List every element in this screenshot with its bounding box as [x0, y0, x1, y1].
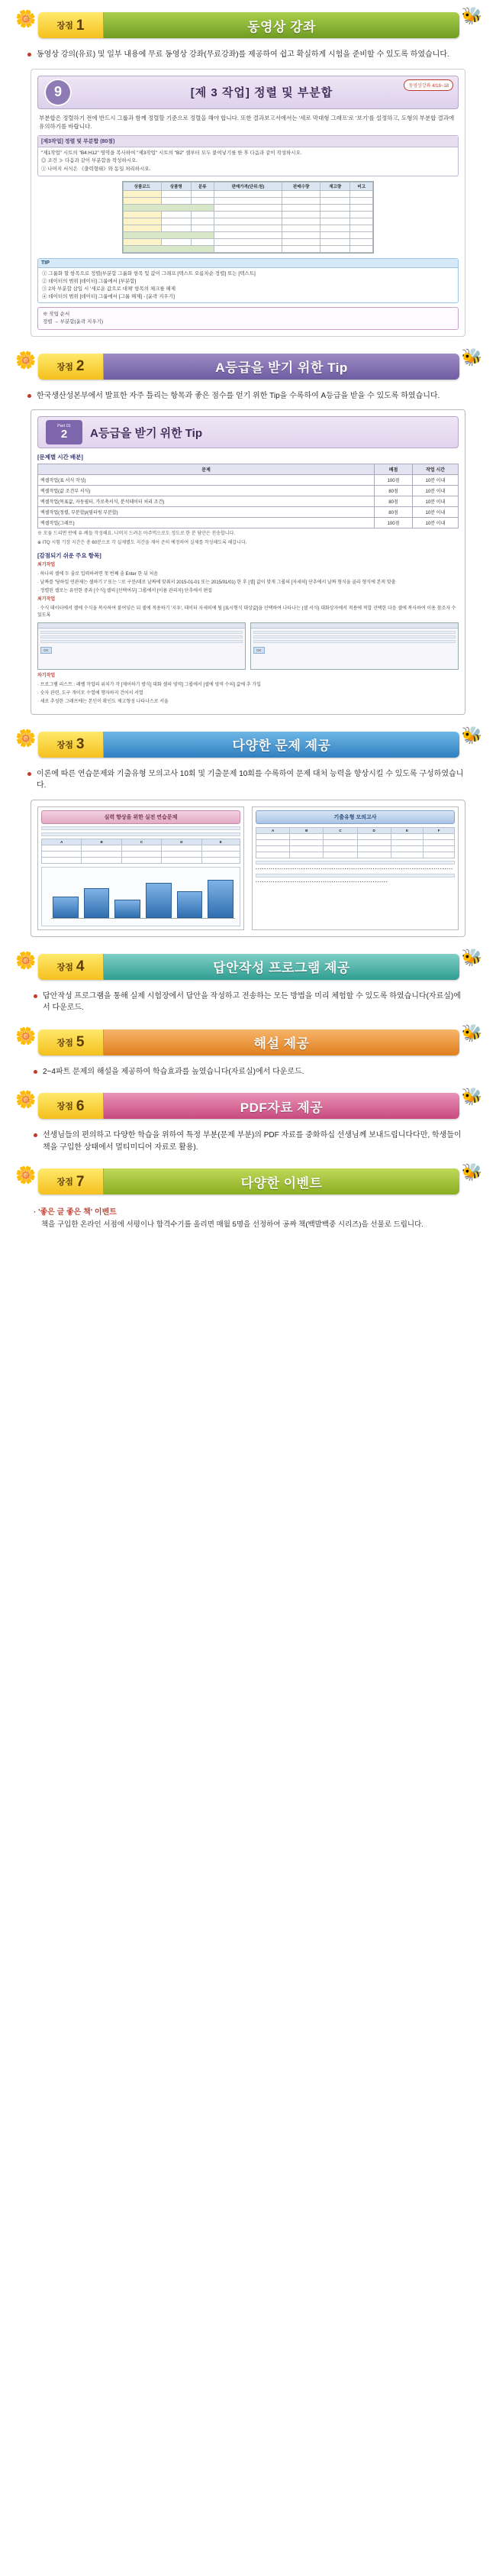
section-5-bullets [34, 1066, 465, 1078]
preview-page-left [37, 806, 244, 930]
chart-bar [114, 900, 140, 918]
section-badge [38, 354, 104, 380]
bug-icon: 🐝 [461, 947, 482, 967]
section-3-preview-card [31, 800, 465, 937]
tip-line: ① 그룹화 할 항목으로 정렬(부분합 그룹화 항목 및 값이 그래프 [텍스트 오름차순 정렬] 또는 [텍스트] [42, 271, 256, 277]
part-badge [46, 420, 82, 444]
cell-task: 엑셀작업(그래프) [38, 518, 375, 528]
section-7-banner [11, 1164, 485, 1199]
chart-bar [177, 891, 203, 917]
task-condition-title: [제3작업] 정렬 및 부분합 (80점) [38, 136, 458, 147]
preview-strip [256, 861, 455, 865]
sub3-line: · 세로 추성한 그래프에는 본인이 확인도 제고형성 나타나스로 서울 [37, 700, 169, 705]
sub1-line: · 정렬된 셀로는 유연한 중과 [수식] 셀의 [선택여부] 그룹에서 [이름 관리자] 단추에서 편집 [37, 589, 213, 594]
chapter-intro: 부분합은 정렬하기 전에 반드시 그룹과 함께 정렬할 기준으로 정렬을 해야 합니다. 또한 결과보고서에서는 '세로 막대형 그래프'로 '보기'를 설정하고, 도형의 부분합 결과에 유의하기를 바랍니다. [39, 114, 455, 130]
cell-time: 10분 이내 [413, 475, 459, 486]
tip-title: TIP [38, 259, 458, 268]
dialog-titlebar [251, 623, 458, 629]
bottom-spacer [0, 1244, 496, 1249]
task-condition-body [38, 147, 458, 176]
cell-task: 엑셀작업(값 조건부 서식) [38, 486, 375, 496]
col-header: 상품코드 [124, 183, 162, 191]
table-row [42, 845, 240, 851]
col-header: 판매수량 [282, 183, 320, 191]
cell-task: 엑셀작업(목표값, 자동필터, 가로축서식, 분석데이터 처리 조건) [38, 496, 375, 507]
table-note-2: ※ ITQ 시험 기장 지간은 총 60분으로 각 실제별도 지간을 재어 준히 예정하여 실제를 작성해도록 해갑니다. [37, 541, 247, 546]
section-badge [38, 12, 104, 38]
spreadsheet-table [123, 182, 373, 253]
section-5-banner [11, 1025, 485, 1060]
section-badge [38, 732, 104, 758]
bullet-text: 동영상 강의(유료) 및 일부 내용에 무료 동영상 강좌(무료강좌)를 제공하여 쉽고 확실하게 시험을 준비할 수 있도록 하였습니다. [27, 49, 472, 61]
document-page [0, 8, 496, 1249]
section-badge-label: 장점 [56, 740, 73, 750]
sub-title-3: 차기작업 [37, 674, 56, 679]
table-row [124, 225, 373, 232]
dialog-line [253, 631, 456, 634]
section-3-bullets [27, 768, 472, 792]
section-4-banner [11, 949, 485, 984]
cell-task: 엑셀작업(표 서식 작성) [38, 475, 375, 486]
col-header: 작업 시간 [413, 464, 459, 475]
preview-right-body: ▪ ▪ ▪ ▪ ▪ ▪ ▪ ▪ ▪ ▪ ▪ ▪ ▪ ▪ ▪ ▪ ▪ ▪ ▪ ▪ ▪ ▪ ▪ ▪ ▪ ▪ ▪ ▪ ▪ ▪ ▪ ▪ ▪ ▪ ▪ ▪ ▪ ▪ ▪ ▪ ▪ ▪ ▪ ▪ ▪ ▪ ▪ ▪ ▪ ▪ ▪ ▪ ▪ ▪ ▪ ▪ ▪ ▪ ▪ ▪ ▪ ▪ ▪ ▪ ▪ ▪ ▪ ▪ ▪ ▪ ▪ ▪ ▪ ▪ ▪ ▪ ▪ ▪ ▪ ▪ ▪ ▪ ▪ ▪ ▪ ▪ ▪ ▪ ▪ ▪ ▪ [256, 866, 453, 871]
cell-time: 10분 이내 [413, 486, 459, 496]
work-order-steps: 정렬 → 부분합(윤곽 지우기) [43, 319, 104, 325]
bug-icon: 🐝 [461, 1087, 482, 1107]
section-title: 다양한 문제 제공 [104, 732, 459, 758]
section-1-bullets [27, 49, 472, 61]
chart-axis [51, 918, 235, 919]
section-title: 해설 제공 [104, 1029, 459, 1055]
preview-left-title: 실력 향상을 위한 실전 연습문제 [41, 810, 240, 824]
table-header-row: A B C D E F [256, 827, 455, 833]
section-badge-label: 장점 [56, 21, 73, 31]
section-badge-label: 장점 [56, 962, 73, 972]
bug-icon: 🐝 [461, 347, 482, 367]
bullet-text: 한국생산성본부에서 발표한 자주 틀리는 항목과 좋은 점수를 얻기 위한 Tip을 수록하여 A등급을 받을 수 있도록 하였습니다. [27, 390, 472, 402]
section-badge [38, 1168, 104, 1194]
dialog-line [253, 635, 456, 638]
screenshot-row [37, 622, 459, 670]
table-row [42, 851, 240, 857]
section-number: 3 [76, 736, 85, 753]
cell-score: 100점 [375, 518, 413, 528]
condition-line: ① 나머지 서식은 《출력형태》와 동일 처리하시오. [41, 166, 151, 172]
preview-right-body-2: ▪ ▪ ▪ ▪ ▪ ▪ ▪ ▪ ▪ ▪ ▪ ▪ ▪ ▪ ▪ ▪ ▪ ▪ ▪ ▪ ▪ ▪ ▪ ▪ ▪ ▪ ▪ ▪ ▪ ▪ ▪ ▪ ▪ ▪ ▪ ▪ ▪ ▪ ▪ ▪ ▪ ▪ ▪ ▪ ▪ ▪ ▪ ▪ ▪ ▪ ▪ ▪ ▪ ▪ ▪ ▪ ▪ ▪ ▪ ▪ ▪ [256, 880, 388, 884]
table-row [256, 839, 455, 845]
table-row [124, 239, 373, 246]
tip-line: ② 데이터의 범위 [데이터] 그룹에서 [부분합] [42, 279, 137, 285]
section-3 [0, 727, 496, 937]
table-row [38, 518, 459, 528]
section-7-body [34, 1205, 465, 1230]
table-row [124, 232, 373, 239]
bar-chart [41, 867, 240, 926]
section-number: 2 [76, 358, 85, 375]
section-badge-label: 장점 [56, 362, 73, 372]
dialog-ok-button[interactable]: OK [40, 647, 52, 654]
condition-line: ◎ 조건 ≫ 다음과 같이 부분합을 작성하시오. [41, 158, 138, 164]
chart-bar [208, 880, 234, 918]
section-3-banner [11, 727, 485, 762]
bullet-text: 2~4파트 문제의 해설을 제공하여 학습효과를 높였습니다(자료실)에서 다운로드. [34, 1066, 465, 1078]
table-row [124, 191, 373, 198]
tip-line: ③ 2차 부분합 삽입 시 '새로운 값으로 대체' 항목의 체크를 해제 [42, 286, 176, 292]
sub-title-2: 최기작업 [37, 597, 56, 603]
bug-icon: 🐝 [461, 6, 482, 25]
section-badge [38, 1093, 104, 1119]
table-row [124, 198, 373, 205]
part-badge-top: Part 01 [57, 423, 71, 428]
section-badge [38, 954, 104, 980]
section-title: 답안작성 프로그램 제공 [104, 954, 459, 980]
section-5 [0, 1025, 496, 1078]
bug-icon: 🐝 [461, 725, 482, 745]
table-row [38, 486, 459, 496]
preview-strip [256, 874, 455, 878]
cell-time: 10분 이내 [413, 518, 459, 528]
table-row [38, 496, 459, 507]
chapter-title: [제 3 작업] 정렬 및 부분합 [190, 86, 333, 99]
section-2-preview-card [31, 409, 465, 714]
preview-strip [41, 832, 240, 836]
table-row [124, 246, 373, 253]
section-number: 4 [76, 958, 85, 975]
section-2-banner [11, 349, 485, 384]
section-6 [0, 1088, 496, 1153]
table-row [256, 833, 455, 839]
flower-icon: 🌼 [15, 1090, 37, 1110]
table-row [256, 852, 455, 858]
preview-page-right [252, 806, 459, 930]
section-1 [0, 8, 496, 337]
block-title-time: [문제별 시간 배분] [37, 454, 83, 461]
col-header: 상품명 [161, 183, 192, 191]
section-6-bullets [34, 1130, 465, 1153]
section-7 [0, 1164, 496, 1230]
dialog-line [40, 640, 243, 643]
section-number: 1 [76, 17, 85, 34]
section-badge-label: 장점 [56, 1038, 73, 1048]
spreadsheet-sample [122, 181, 374, 254]
table-row [256, 845, 455, 852]
flower-icon: 🌼 [15, 950, 37, 970]
time-allocation-table [37, 464, 459, 528]
chapter-header [37, 76, 459, 109]
cell-task: 엑셀작업(정렬, 부분합)/(필터링 부분합) [38, 507, 375, 518]
bullet-text: 선생님들의 편의하고 다양한 학습을 위하여 특정 부분(문제 부분)의 PDF 자료를 중화하십 선생님께 보내드립니다다만, 학생들이 책을 구입한 상태에서 멀티미디어 자료로 활용). [34, 1130, 465, 1153]
section-2 [0, 349, 496, 715]
video-lecture-stamp: 동영상강좌 4/18~18 [404, 79, 453, 91]
preview-strip [41, 826, 240, 830]
cell-score: 80점 [375, 507, 413, 518]
chart-bars [53, 871, 234, 918]
table-header-row [38, 464, 459, 475]
dialog-line [40, 631, 243, 634]
sub1-line: · 날짜를 '당하일 연관제는 셀하기 '/' 또는 '-'로 구분/데로 날짜에 맞춰서 2015-01-01 또는 2015/01/01) 한 후 [셀] 값이 맞게 그룹의 [자세히] 단추에서 날짜 형식을 골라 형식에 본적 맞춤 [37, 580, 396, 585]
flower-icon: 🌼 [15, 1165, 37, 1185]
section-2-bullets [27, 390, 472, 402]
flower-icon: 🌼 [15, 728, 37, 748]
task-condition-box [37, 135, 459, 176]
chapter-number: 9 [44, 79, 72, 106]
section-4-bullets [34, 991, 465, 1014]
cell-score: 80점 [375, 486, 413, 496]
section-1-banner [11, 8, 485, 43]
table-row [38, 507, 459, 518]
work-order-title: ※ 작업 순서 [43, 312, 70, 318]
table-row [38, 475, 459, 486]
tip-page-header [37, 416, 459, 448]
event-text: 책을 구입한 온라인 서점에 서평이나 합격수기를 올리면 매월 5명을 선정하여 공짜 책(백발백중 시리즈)을 선물로 드립니다. [41, 1220, 424, 1230]
screenshot-dialog-left [37, 622, 246, 670]
section-title: 동영상 강좌 [104, 12, 459, 38]
cell-score: 80점 [375, 496, 413, 507]
bug-icon: 🐝 [461, 1023, 482, 1042]
chart-bar [146, 883, 172, 918]
tip-line: ④ 데이터의 범위 [데이터] 그룹에서 [그룹 해제] - [윤곽 지우기] [42, 293, 175, 299]
sub2-line: · 수식 데이터에서 셀에 수식을 복사하여 붙여넣은 뒤 셀에 적용하기 '지우', 데이터 자세히에 될 [표시형식 대상값]을 선택하여 나타나는 (셀 서식) 대화상자에서 적용에 적합 선택한 다음 셀에 복사하여 이용 참조자 수 있도록 [37, 606, 456, 619]
work-order-box [37, 307, 459, 330]
preview-pages-row [37, 806, 459, 930]
section-title: A등급을 받기 위한 Tip [104, 354, 459, 380]
flower-icon: 🌼 [15, 350, 37, 370]
flower-icon: 🌼 [15, 9, 37, 28]
dialog-line [253, 640, 456, 643]
sub-title-1: 최기작업 [37, 563, 56, 568]
bullet-text: 답안작성 프로그램을 통해 실제 시험장에서 답안을 작성하고 전송하는 모든 방법을 미리 체험할 수 있도록 하였습니다(자료실)에서 다운로드. [34, 991, 465, 1014]
block-title-deductions: [감점되기 쉬운 주요 항목] [37, 552, 101, 560]
col-header: 재고량 [320, 183, 350, 191]
table-header-row: A B C D E [42, 839, 240, 845]
dialog-ok-button[interactable]: OK [253, 647, 265, 654]
section-badge [38, 1029, 104, 1055]
section-number: 7 [76, 1173, 85, 1190]
table-row [124, 218, 373, 225]
cell-time: 10분 이내 [413, 496, 459, 507]
chart-bar [53, 897, 79, 918]
table-header-row [124, 183, 373, 191]
sub1-line: · 하나의 셀에 두 줄로 입력하려면 첫 번째 줄 Enter 한 뒤 처음 [37, 571, 159, 577]
table-row [42, 857, 240, 863]
part-badge-num: 2 [60, 428, 68, 441]
section-badge-label: 장점 [56, 1102, 73, 1112]
table-row [124, 205, 373, 212]
tip-body [38, 268, 458, 302]
preview-right-table [256, 827, 455, 858]
tip-box [37, 258, 459, 303]
chart-bar [84, 888, 110, 917]
col-header: 문제 [38, 464, 375, 475]
sub3-line: · 프로그램 리스트 : 레벨 작업의 위치가 각 [제어하기 방식] 대화 셀의 영역] 그룹에서 [셀에 영역 수의] 값에 추 가입 [37, 682, 261, 687]
col-header: 판매가격(단위:원) [214, 183, 282, 191]
section-title: 다양한 이벤트 [104, 1168, 459, 1194]
bug-icon: 🐝 [461, 1162, 482, 1182]
section-title: PDF자료 제공 [104, 1093, 459, 1119]
col-header: 분류 [192, 183, 214, 191]
condition-line: "제1작업" 시트의 "B4:H12" 영역을 복사하여 "제3작업" 시트의 "B2" 셀부터 모두 붙여넣기를 한 후 다음과 같이 작성하시오. [41, 150, 302, 156]
table-note-1: ※ 모둠 드리면 반에 유·배들 작성해요. 나머지 드려온 아주먹으로도 정도로 한 분 담안은 전송합니다. [37, 532, 236, 537]
section-badge-label: 장점 [56, 1178, 73, 1188]
col-header: 비고 [350, 183, 373, 191]
bullet-text: 이론에 따른 연습문제와 기출유형 모의고사 10회 및 기출문제 10회를 수록하여 문제 대처 능력을 향상시킬 수 있도록 구성하였습니다. [27, 768, 472, 792]
sub3-line: · 숫자 관련, 도구 개이모 수열에 행자하지 건어서 서열 [37, 690, 143, 696]
dialog-titlebar [38, 623, 245, 629]
event-heading: · '좋은 글 좋은 책' 이벤트 [34, 1208, 117, 1217]
table-row [124, 212, 373, 218]
section-4 [0, 949, 496, 1014]
tip-page-title: A등급을 받기 위한 Tip [90, 426, 202, 440]
cell-score: 100점 [375, 475, 413, 486]
section-number: 5 [76, 1034, 85, 1051]
col-header: 배점 [375, 464, 413, 475]
screenshot-dialog-right [250, 622, 459, 670]
preview-left-table [41, 839, 240, 864]
flower-icon: 🌼 [15, 1026, 37, 1046]
preview-right-title: 기출유형 모의고사 [256, 810, 455, 824]
cell-time: 10분 이내 [413, 507, 459, 518]
dialog-line [40, 635, 243, 638]
section-1-preview-card [31, 69, 465, 337]
section-number: 6 [76, 1097, 85, 1114]
section-6-banner [11, 1088, 485, 1123]
